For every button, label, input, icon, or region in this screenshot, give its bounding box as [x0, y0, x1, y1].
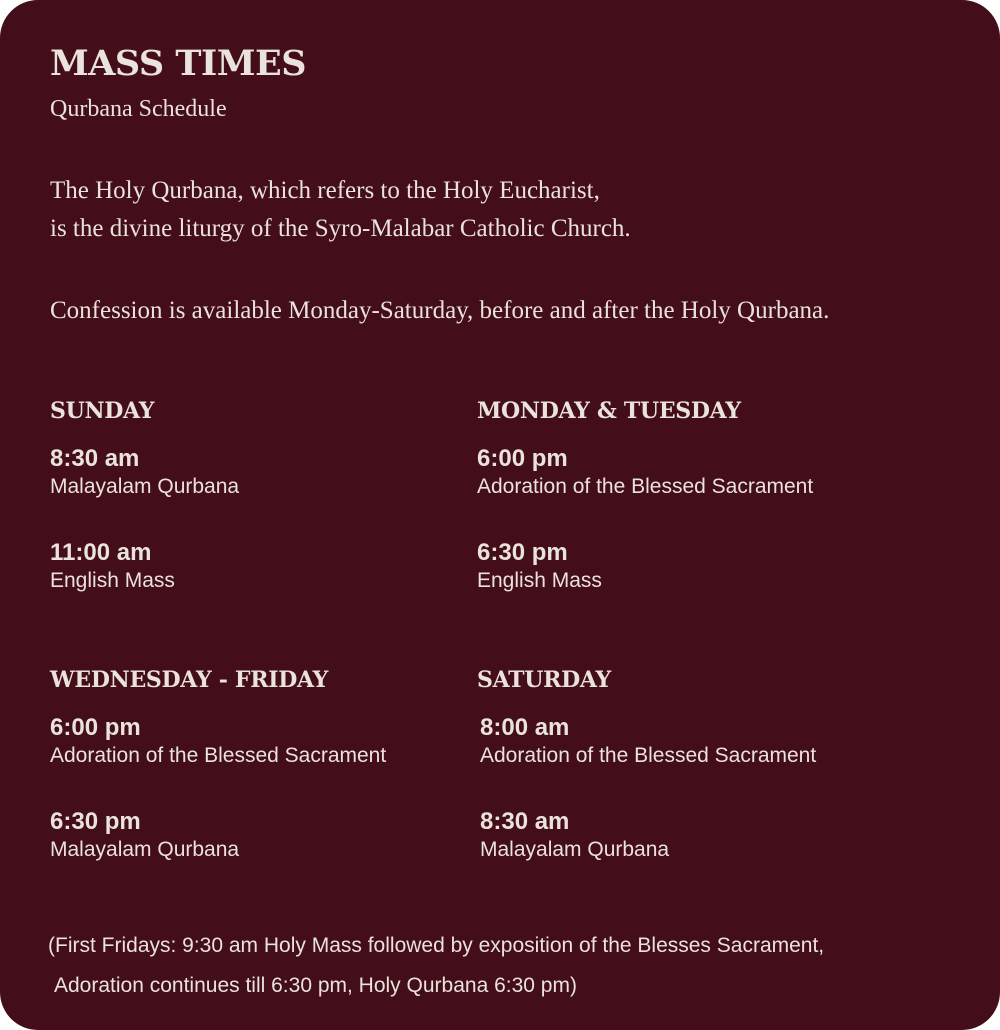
footnote-line: Adoration continues till 6:30 pm, Holy Qurbana 6:30 pm): [54, 974, 577, 997]
entry-description: Malayalam Qurbana: [480, 838, 670, 861]
entry-description: Malayalam Qurbana: [50, 475, 240, 498]
confession-note: Confession is available Monday-Saturday, before and after the Holy Qurbana.: [50, 297, 830, 324]
footnote-line: (First Fridays: 9:30 am Holy Mass followed by exposition of the Blesses Sacrament,: [48, 934, 825, 957]
entry-description: Adoration of the Blessed Sacrament: [50, 744, 387, 767]
entry-time: 6:30 pm: [50, 808, 141, 835]
entry-description: Adoration of the Blessed Sacrament: [480, 744, 817, 767]
schedule-entry: [50, 538, 175, 594]
day-heading: WEDNESDAY - FRIDAY: [50, 667, 329, 693]
schedule-entry: [50, 713, 386, 769]
intro-paragraph: [50, 172, 631, 248]
intro-line: The Holy Qurbana, which refers to the Holy Eucharist,: [50, 177, 600, 204]
schedule-entry: [477, 538, 602, 594]
entry-time: 11:00 am: [50, 539, 152, 566]
intro-line: is the divine liturgy of the Syro-Malabar Catholic Church.: [50, 215, 631, 242]
entry-time: 6:30 pm: [477, 539, 568, 566]
day-heading: MONDAY & TUESDAY: [477, 398, 741, 424]
first-fridays-note: [48, 926, 824, 1006]
entry-description: Adoration of the Blessed Sacrament: [477, 475, 814, 498]
schedule-entry: [50, 807, 239, 863]
schedule-wednesday-friday: [50, 665, 490, 861]
schedule-sunday: [50, 396, 490, 592]
schedule-monday-tuesday: [477, 396, 917, 592]
entry-time: 8:00 am: [480, 714, 570, 741]
page-subtitle: Qurbana Schedule: [50, 96, 227, 122]
entry-time: 6:00 pm: [477, 445, 568, 472]
entry-description: English Mass: [50, 569, 175, 592]
day-heading: SUNDAY: [50, 398, 155, 424]
schedule-entry: [480, 713, 816, 769]
schedule-entry: [477, 444, 813, 500]
entry-description: English Mass: [477, 569, 602, 592]
entry-time: 8:30 am: [480, 808, 570, 835]
day-heading: SATURDAY: [477, 667, 611, 693]
schedule-saturday: [477, 665, 917, 861]
entry-description: Malayalam Qurbana: [50, 838, 240, 861]
entry-time: 8:30 am: [50, 445, 140, 472]
entry-time: 6:00 pm: [50, 714, 141, 741]
schedule-entry: [50, 444, 239, 500]
schedule-entry: [480, 807, 669, 863]
page-title: MASS TIMES: [50, 43, 306, 84]
